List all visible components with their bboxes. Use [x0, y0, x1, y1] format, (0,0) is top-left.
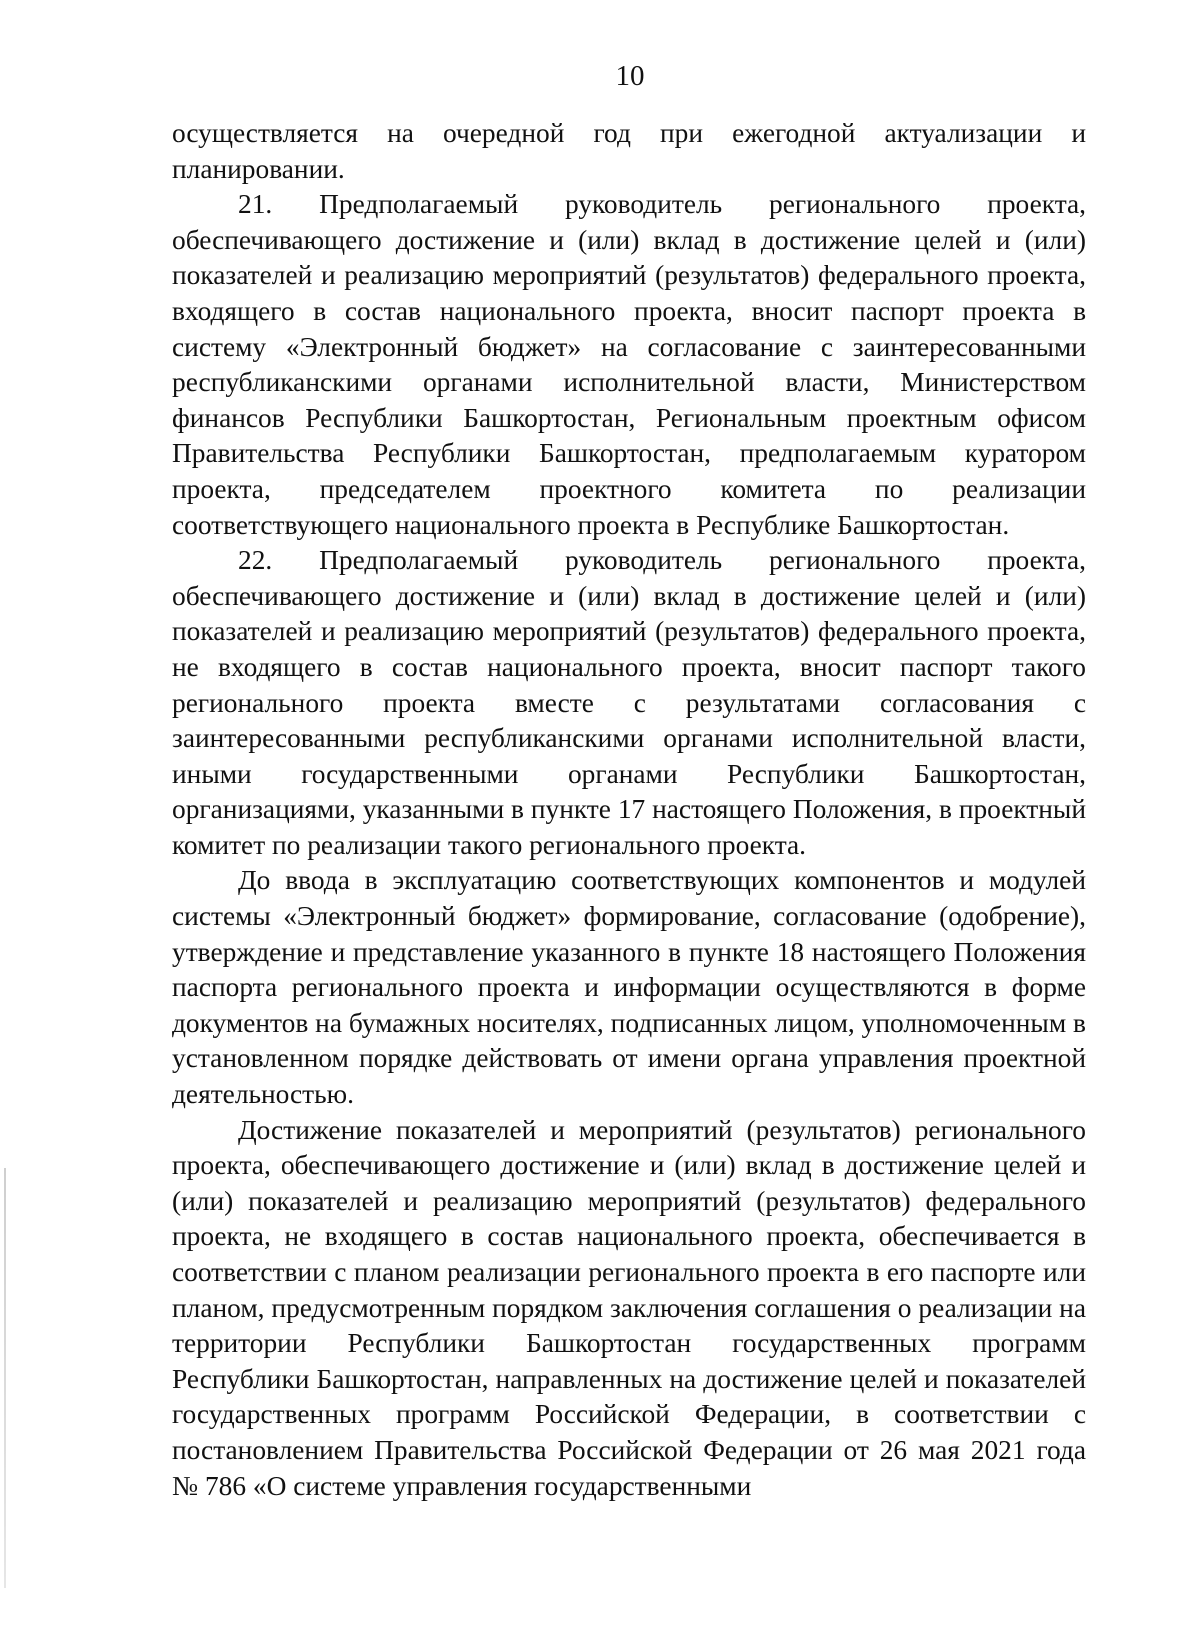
paragraph-achievement: Достижение показателей и мероприятий (результатов) регионального проекта, обеспечивающего достижение и (или) вклад в достижение целей и (или) показателей и реализацию мероприятий (результатов) федерального проекта, не входящего в состав национального проекта, обеспечивается в соответствии с планом реализации регионального проекта в его паспорте или планом, предусмотренным порядком заключения соглашения о реализации на территории Республики Башкортостан государственных программ Республики Башкортостан, направленных на достижение целей и показателей государственных программ Российской Федерации, в соответствии с постановлением Правительства Российской Федерации от 26 мая 2021 года № 786 «О системе управления государственными [172, 1114, 1086, 1501]
scan-edge-mark [4, 1168, 6, 1588]
page-number: 10 [615, 60, 645, 92]
paragraph-item-22: 22. Предполагаемый руководитель регионального проекта, обеспечивающего достижение и (или) вклад в достижение целей и (или) показателей и реализацию мероприятий (результатов) федерального проекта, не входящего в состав национального проекта, вносит паспорт такого регионального проекта вместе с результатами согласования с заинтересованными республиканскими органами исполнительной власти, иными государственными органами Республики Башкортостан, организациями, указанными в пункте 17 настоящего Положения, в проектный комитет по реализации такого регионального проекта. [172, 545, 1086, 860]
document-body [172, 116, 1086, 1504]
paragraph-continuation: осуществляется на очередной год при ежегодной актуализации и планировании. [172, 118, 1086, 184]
paragraph-item-21: 21. Предполагаемый руководитель регионального проекта, обеспечивающего достижение и (или) вклад в достижение целей и (или) показателей и реализацию мероприятий (результатов) федерального проекта, входящего в состав национального проекта, вносит паспорт проекта в систему «Электронный бюджет» на согласование с заинтересованными республиканскими органами исполнительной власти, Министерством финансов Республики Башкортостан, Региональным проектным офисом Правительства Республики Башкортостан, предполагаемым куратором проекта, председателем проектного комитета по реализации соответствующего национального проекта в Республике Башкортостан. [172, 189, 1086, 540]
paragraph-paper-documents: До ввода в эксплуатацию соответствующих компонентов и модулей системы «Электронный бюджет» формирование, согласование (одобрение), утверждение и представление указанного в пункте 18 настоящего Положения паспорта регионального проекта и информации осуществляются в форме документов на бумажных носителях, подписанных лицом, уполномоченным в установленном порядке действовать от имени органа управления проектной деятельностью. [172, 865, 1086, 1110]
